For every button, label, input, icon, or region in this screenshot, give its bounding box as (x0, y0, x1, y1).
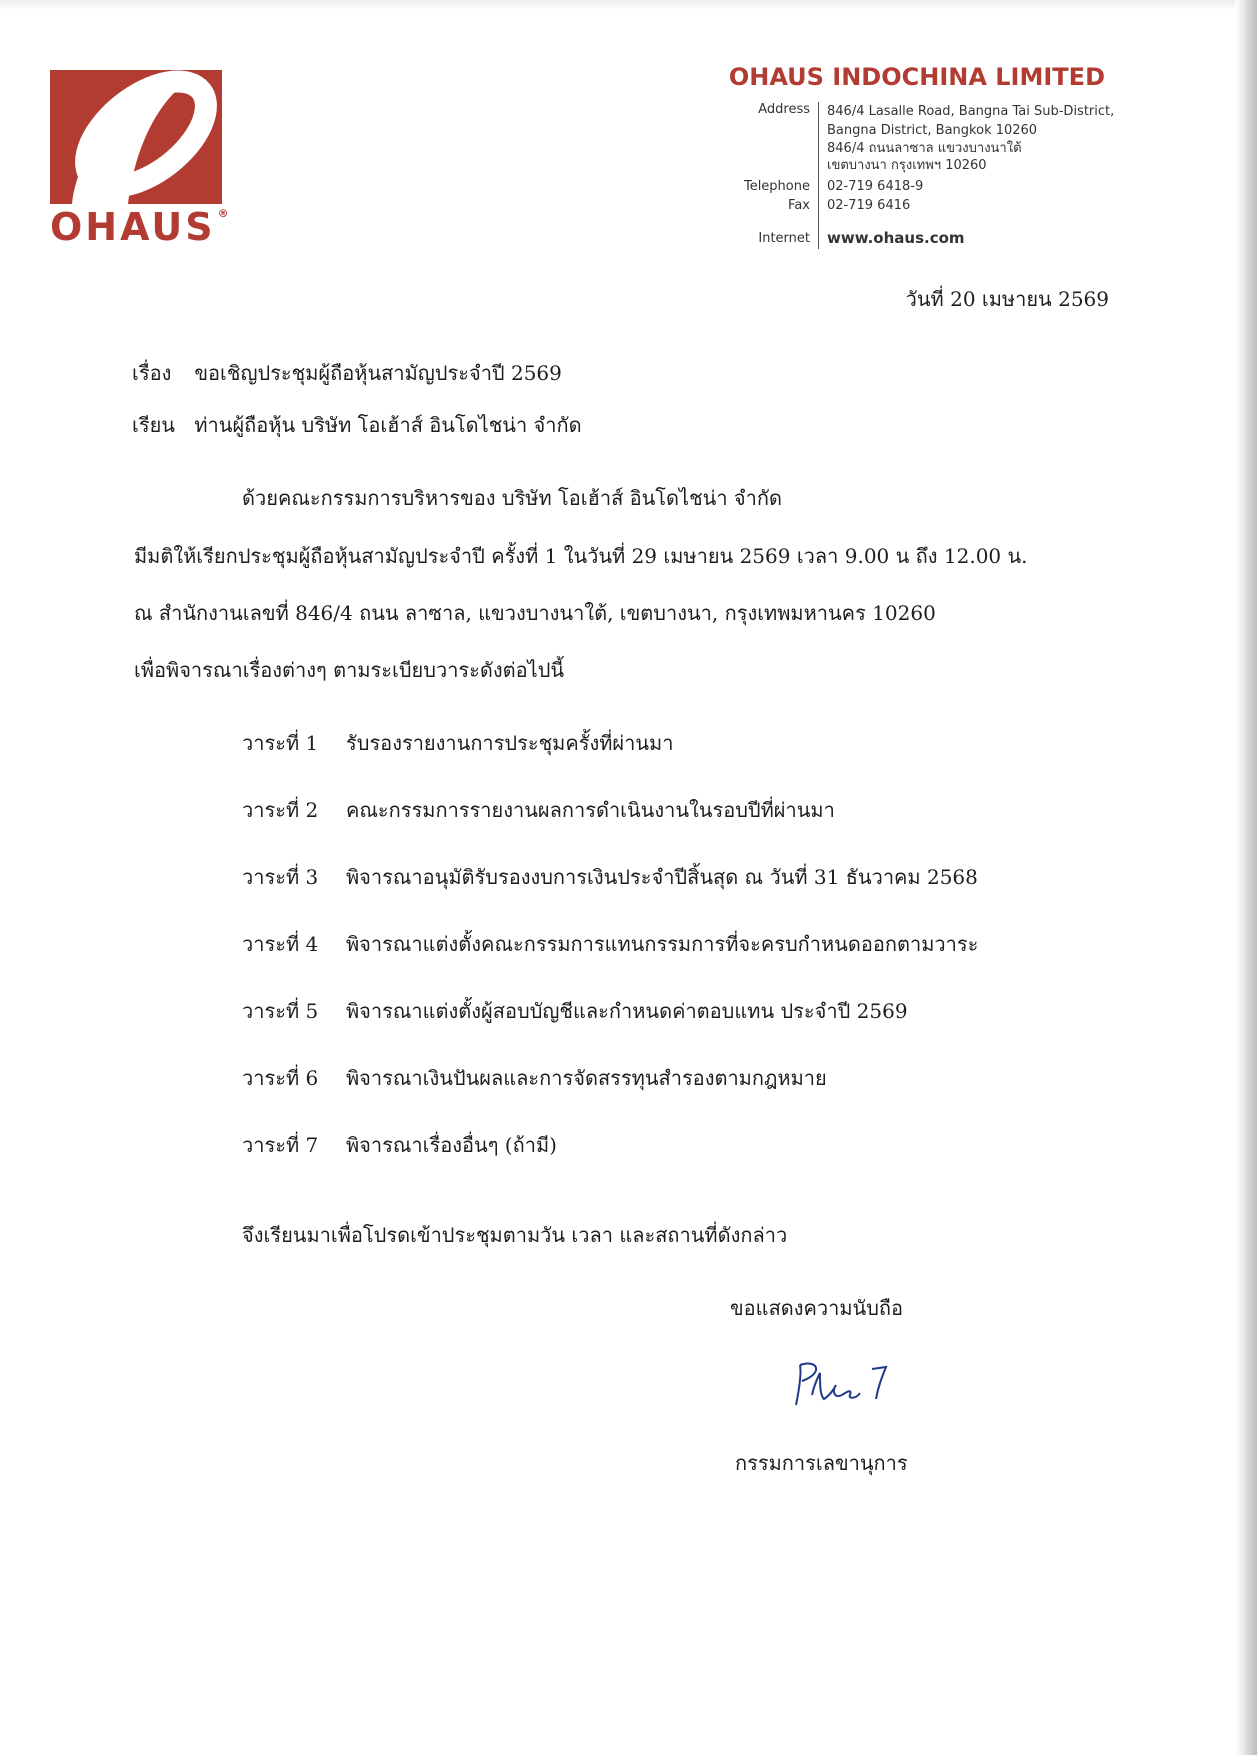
agenda-number: วาระที่ 7 (242, 1133, 319, 1157)
recipient-line (132, 409, 582, 441)
agenda-item (242, 794, 835, 826)
agenda-number: วาระที่ 1 (242, 731, 319, 755)
agenda-text: รับรองรายงานการประชุมครั้งที่ผ่านมา (346, 731, 674, 755)
agenda-text: คณะกรรมการรายงานผลการดำเนินงานในรอบปีที่ผ่านมา (346, 798, 835, 822)
scan-shadow-right (1235, 0, 1257, 1755)
subject-line (132, 357, 562, 389)
subject-label: เรื่อง (132, 361, 172, 385)
agenda-number: วาระที่ 6 (242, 1066, 319, 1090)
body-line: เพื่อพิจารณาเรื่องต่างๆ ตามระเบียบวาระดังต่อไปนี้ (134, 658, 565, 682)
agenda-number: วาระที่ 3 (242, 865, 319, 889)
website-link[interactable]: www.ohaus.com (827, 229, 965, 247)
fax-label: Fax (700, 196, 819, 215)
contact-block (700, 102, 1120, 249)
telephone-label: Telephone (700, 175, 819, 196)
agenda-number: วาระที่ 5 (242, 999, 319, 1023)
address-row (700, 102, 1120, 175)
handwritten-signature (790, 1355, 900, 1415)
address-line: 846/4 ถนนลาซาล แขวงบางนาใต้ (827, 141, 1022, 156)
agenda-text: พิจารณาแต่งตั้งผู้สอบบัญชีและกำหนดค่าตอบแทน ประจำปี 2569 (346, 999, 908, 1023)
body-line: ณ สำนักงานเลขที่ 846/4 ถนน ลาซาล, แขวงบางนาใต้, เขตบางนา, กรุงเทพมหานคร 10260 (134, 601, 936, 625)
address-line: เขตบางนา กรุงเทพฯ 10260 (827, 158, 987, 173)
scan-shadow-top (0, 0, 1235, 10)
address-line: 846/4 Lasalle Road, Bangna Tai Sub-District, (827, 104, 1115, 119)
internet-row (700, 215, 1120, 249)
ohaus-logo-mark (50, 70, 222, 204)
agenda-text: พิจารณาเรื่องอื่นๆ (ถ้ามี) (346, 1133, 557, 1157)
fax-row (700, 196, 1120, 215)
agenda-item (242, 1129, 557, 1161)
letter-date: วันที่ 20 เมษายน 2569 (905, 287, 1109, 311)
recipient-label: เรียน (132, 413, 175, 437)
agenda-item (242, 995, 908, 1027)
agenda-number: วาระที่ 2 (242, 798, 319, 822)
agenda-item (242, 928, 978, 960)
agenda-text: พิจารณาอนุมัติรับรองงบการเงินประจำปีสิ้นสุด ณ วันที่ 31 ธันวาคม 2568 (346, 865, 978, 889)
ohaus-logo (50, 70, 229, 250)
telephone-value: 02-719 6418-9 (827, 179, 924, 194)
agenda-number: วาระที่ 4 (242, 932, 319, 956)
recipient-text: ท่านผู้ถือหุ้น บริษัท โอเฮ้าส์ อินโดไชน่า จำกัด (194, 413, 582, 437)
internet-label: Internet (700, 215, 819, 249)
body-line: ด้วยคณะกรรมการบริหารของ บริษัท โอเฮ้าส์ อินโดไชน่า จำกัด (242, 486, 782, 510)
agenda-text: พิจารณาเงินปันผลและการจัดสรรทุนสำรองตามกฎหมาย (346, 1066, 827, 1090)
address-line: Bangna District, Bangkok 10260 (827, 123, 1038, 138)
fax-value: 02-719 6416 (827, 198, 911, 213)
agenda-item (242, 727, 673, 759)
closing-line: จึงเรียนมาเพื่อโปรดเข้าประชุมตามวัน เวลา และสถานที่ดังกล่าว (242, 1223, 788, 1247)
agenda-text: พิจารณาแต่งตั้งคณะกรรมการแทนกรรมการที่จะครบกำหนดออกตามวาระ (346, 932, 979, 956)
telephone-row (700, 175, 1120, 196)
regards-line: ขอแสดงความนับถือ (730, 1296, 904, 1320)
company-name: OHAUS INDOCHINA LIMITED (728, 63, 1105, 91)
subject-text: ขอเชิญประชุมผู้ถือหุ้นสามัญประจำปี 2569 (194, 361, 562, 385)
ohaus-logo-wordmark: OHAUS ® (50, 205, 229, 249)
agenda-item (242, 861, 978, 893)
address-label: Address (700, 102, 819, 175)
body-line: มีมติให้เรียกประชุมผู้ถือหุ้นสามัญประจำปี ครั้งที่ 1 ในวันที่ 29 เมษายน 2569 เวลา 9.00 น ถึง 12.00 น. (134, 544, 1028, 568)
agenda-item (242, 1062, 827, 1094)
signer-title: กรรมการเลขานุการ (735, 1451, 908, 1475)
